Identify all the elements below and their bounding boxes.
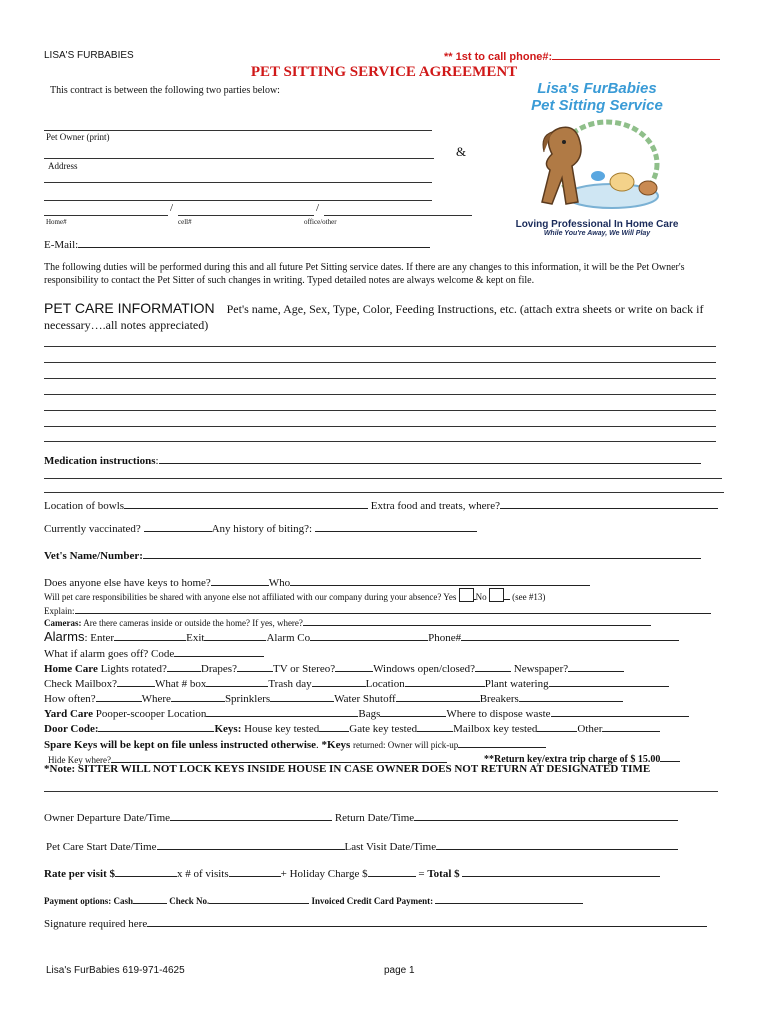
bowls-field: Location of bowls Extra food and treats, where?: [44, 497, 718, 512]
pet-care-section: PET CARE INFORMATION Pet's name, Age, Sex, Type, Color, Feeding Instructions, etc. (attach extra sheets or write on back if necessary….all notes appreciated): [44, 300, 704, 332]
intro-text: This contract is between the following two parties below:: [50, 85, 280, 96]
medication-field: Medication instructions:: [44, 452, 701, 467]
cameras-field: Cameras: Are there cameras inside or outside the home? If yes, where?: [44, 614, 651, 628]
dog-basket-illustration: [512, 114, 682, 214]
owner-label: Pet Owner (print): [46, 132, 110, 142]
email-label: E-Mail:: [44, 236, 430, 251]
vaccinated-field: Currently vaccinated? Any history of biting?:: [44, 520, 477, 535]
return-charge: **Return key/extra trip charge of $ 15.00: [484, 750, 680, 765]
no-checkbox[interactable]: [489, 588, 504, 602]
hide-key-field: Hide Key where?: [48, 751, 447, 765]
keys-field: Does anyone else have keys to home? Who: [44, 574, 590, 589]
door-code-row: Door Code: Keys: House key tested Gate key tested Mailbox key tested Other: [44, 720, 660, 735]
vet-field: Vet's Name/Number:: [44, 547, 701, 562]
home-care-row: Home Care Lights rotated? Drapes? TV or Stereo? Windows open/closed? Newspaper?: [44, 660, 624, 675]
spare-keys-row: Spare Keys will be kept on file unless instructed otherwise. *Keys returned: Owner will pick-up: [44, 736, 546, 751]
company-name: LISA'S FURBABIES: [44, 50, 134, 61]
phone-label: ** 1st to call phone#:: [444, 48, 720, 63]
yes-checkbox[interactable]: [459, 588, 474, 602]
shared-field: Will pet care responsibilities be shared with anyone else not affiliated with our company during your absence? Yes No (see #13): [44, 588, 545, 602]
rate-row: Rate per visit $ x # of visits + Holiday Charge $ = Total $: [44, 865, 660, 880]
duties-paragraph: The following duties will be performed during this and all future Pet Sitting service dates. If there are any changes to this information, it will be the Pet Owner's responsibility to contact the Pet Sitter of such changes in writing. Typed detailed notes are always welcome & kept on file.: [44, 262, 685, 286]
office-label: office/other: [304, 218, 337, 226]
address-label: Address: [48, 161, 78, 171]
start-row: Pet Care Start Date/Time Last Visit Date/Time: [46, 838, 678, 853]
note-text: *Note: SITTER WILL NOT LOCK KEYS INSIDE HOUSE IN CASE OWNER DOES NOT RETURN AT DESIGNATED TIME: [44, 763, 651, 775]
home-label: Home#: [46, 218, 67, 226]
how-often-row: How often? Where Sprinklers Water Shutoff Breakers: [44, 690, 623, 705]
footer-contact: Lisa's FurBabies 619-971-4625: [46, 965, 185, 976]
alarms-field: Alarms: Enter Exit Alarm Co Phone#: [44, 629, 679, 644]
ampersand: &: [456, 144, 467, 159]
cell-label: cell#: [178, 218, 192, 226]
payment-row: Payment options: Cash Check No. Invoiced Credit Card Payment:: [44, 892, 583, 906]
page-title: PET SITTING SERVICE AGREEMENT: [250, 64, 518, 80]
signature-row: Signature required here: [44, 915, 707, 930]
yard-care-row: Yard Care Pooper-scooper Location Bags Where to dispose waste: [44, 705, 689, 720]
company-logo: Lisa's FurBabies Pet Sitting Service Loving Professional In Home Care While You're Away, We Will Play: [512, 80, 682, 248]
departure-row: Owner Departure Date/Time Return Date/Time: [44, 809, 678, 824]
explain-field: Explain:: [44, 602, 711, 616]
alarm-code-field: What if alarm goes off? Code: [44, 645, 264, 660]
page-number: page 1: [384, 965, 415, 976]
mailbox-row: Check Mailbox? What # box Trash day Location Plant watering: [44, 675, 669, 690]
